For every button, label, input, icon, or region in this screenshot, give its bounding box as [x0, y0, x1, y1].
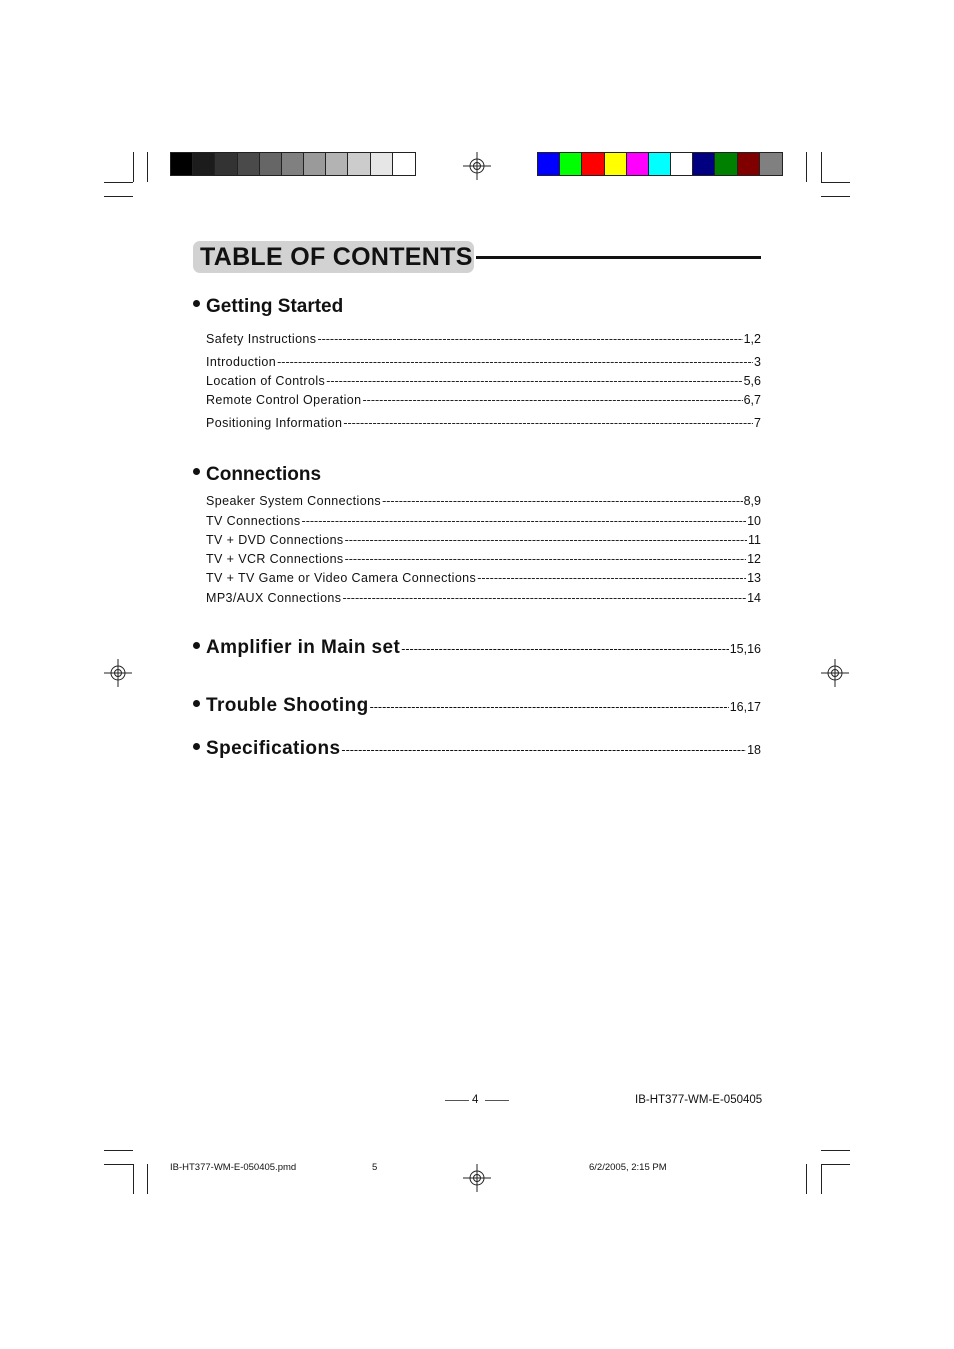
crop-mark: [104, 196, 133, 197]
crop-mark: [806, 1164, 807, 1194]
toc-entry-label: MP3/AUX Connections: [206, 591, 342, 605]
leader-dots: [342, 591, 746, 605]
toc-entry[interactable]: [206, 416, 761, 430]
color-swatch: [671, 153, 693, 175]
bullet-icon: [193, 700, 200, 707]
toc-entry-page: 5,6: [743, 374, 761, 388]
gray-swatch: [193, 153, 215, 175]
toc-entry-page: 6,7: [743, 393, 761, 407]
section-heading: Specifications: [193, 738, 340, 760]
toc-entry[interactable]: [206, 552, 761, 566]
leader-dots: [302, 514, 747, 528]
toc-entry-label: TV + DVD Connections: [206, 533, 344, 547]
toc-entry-label: TV Connections: [206, 514, 301, 528]
toc-entry-page: 10: [747, 514, 761, 528]
crop-mark: [133, 1164, 134, 1194]
color-swatch: [538, 153, 560, 175]
leader-dots: [341, 743, 746, 757]
color-swatch: [649, 153, 671, 175]
bullet-icon: [193, 300, 200, 307]
page-number-rule: [485, 1100, 509, 1101]
toc-entry-label: TV + TV Game or Video Camera Connections: [206, 571, 477, 585]
registration-mark-icon: [463, 1164, 491, 1192]
toc-section-entry[interactable]: [193, 637, 761, 659]
leader-dots: [477, 571, 746, 585]
toc-entry-label: TV + VCR Connections: [206, 552, 344, 566]
gray-swatch: [238, 153, 260, 175]
gray-swatch: [393, 153, 415, 175]
crop-mark: [104, 182, 133, 183]
toc-entry-label: Positioning Information: [206, 416, 343, 430]
toc-entry[interactable]: [206, 514, 761, 528]
crop-mark: [821, 1164, 822, 1194]
toc-entry[interactable]: [206, 332, 761, 346]
toc-entry-label: Remote Control Operation: [206, 393, 362, 407]
page-number: 4: [472, 1094, 479, 1106]
color-swatch: [560, 153, 582, 175]
bullet-icon: [193, 743, 200, 750]
toc-entry-page: 18: [747, 743, 761, 757]
toc-entry-page: 15,16: [729, 642, 761, 656]
gray-swatch: [171, 153, 193, 175]
color-swatch: [627, 153, 649, 175]
crop-mark: [147, 152, 148, 182]
section-heading: Amplifier in Main set: [193, 637, 400, 659]
document-code: IB-HT377-WM-E-050405: [635, 1094, 763, 1106]
leader-dots: [345, 533, 747, 547]
crop-mark: [821, 182, 850, 183]
crop-mark: [821, 1150, 850, 1151]
registration-mark-icon: [821, 659, 849, 687]
toc-entry-page: 11: [748, 533, 761, 547]
crop-mark: [104, 1164, 133, 1165]
print-timestamp: 6/2/2005, 2:15 PM: [589, 1162, 667, 1173]
bullet-icon: [193, 642, 200, 649]
color-swatch: [760, 153, 782, 175]
leader-dots: [363, 393, 743, 407]
gray-swatch: [215, 153, 237, 175]
toc-entry-label: Introduction: [206, 355, 277, 369]
toc-section-entry[interactable]: [193, 695, 761, 717]
toc-entry[interactable]: [206, 533, 761, 547]
page-title: TABLE OF CONTENTS: [200, 243, 473, 271]
gray-swatch-bar: [170, 152, 416, 176]
gray-swatch: [326, 153, 348, 175]
sheet-number: 5: [372, 1162, 378, 1173]
toc-entry-page: 3: [754, 355, 761, 369]
toc-entry-page: 1,2: [743, 332, 761, 346]
leader-dots: [382, 494, 743, 508]
crop-mark: [104, 1150, 133, 1151]
toc-entry-page: 7: [754, 416, 761, 430]
color-swatch: [605, 153, 627, 175]
crop-mark: [821, 152, 822, 182]
toc-entry[interactable]: [206, 591, 761, 605]
leader-dots: [326, 374, 742, 388]
bullet-icon: [193, 468, 200, 475]
gray-swatch: [371, 153, 393, 175]
color-swatch: [715, 153, 737, 175]
gray-swatch: [260, 153, 282, 175]
leader-dots: [345, 552, 747, 566]
leader-dots: [401, 642, 729, 656]
color-swatch: [693, 153, 715, 175]
leader-dots: [370, 700, 729, 714]
gray-swatch: [304, 153, 326, 175]
file-name: IB-HT377-WM-E-050405.pmd: [170, 1162, 297, 1173]
crop-mark: [806, 152, 807, 182]
section-heading: Getting Started: [193, 296, 343, 318]
page-number-rule: [445, 1100, 469, 1101]
gray-swatch: [282, 153, 304, 175]
toc-entry-page: 8,9: [743, 494, 761, 508]
crop-mark: [821, 1164, 850, 1165]
section-heading: Trouble Shooting: [193, 695, 369, 717]
toc-entry[interactable]: [206, 355, 761, 369]
toc-entry-label: Speaker System Connections: [206, 494, 382, 508]
section-heading: Connections: [193, 464, 321, 486]
title-rule: [476, 256, 761, 259]
toc-entry-label: Safety Instructions: [206, 332, 317, 346]
toc-entry-label: Location of Controls: [206, 374, 326, 388]
registration-mark-icon: [463, 152, 491, 180]
toc-entry[interactable]: [206, 571, 761, 585]
leader-dots: [343, 416, 753, 430]
registration-mark-icon: [104, 659, 132, 687]
color-swatch-bar: [537, 152, 783, 176]
color-swatch: [582, 153, 604, 175]
toc-section-entry[interactable]: [193, 738, 761, 760]
toc-entry-page: 16,17: [729, 700, 761, 714]
leader-dots: [277, 355, 753, 369]
crop-mark: [821, 196, 850, 197]
gray-swatch: [348, 153, 370, 175]
color-swatch: [738, 153, 760, 175]
toc-entry[interactable]: [206, 374, 761, 388]
toc-entry-page: 12: [747, 552, 761, 566]
toc-entry[interactable]: [206, 494, 761, 508]
crop-mark: [147, 1164, 148, 1194]
toc-entry-page: 14: [747, 591, 761, 605]
toc-entry-page: 13: [747, 571, 761, 585]
crop-mark: [133, 152, 134, 182]
toc-entry[interactable]: [206, 393, 761, 407]
leader-dots: [317, 332, 742, 346]
